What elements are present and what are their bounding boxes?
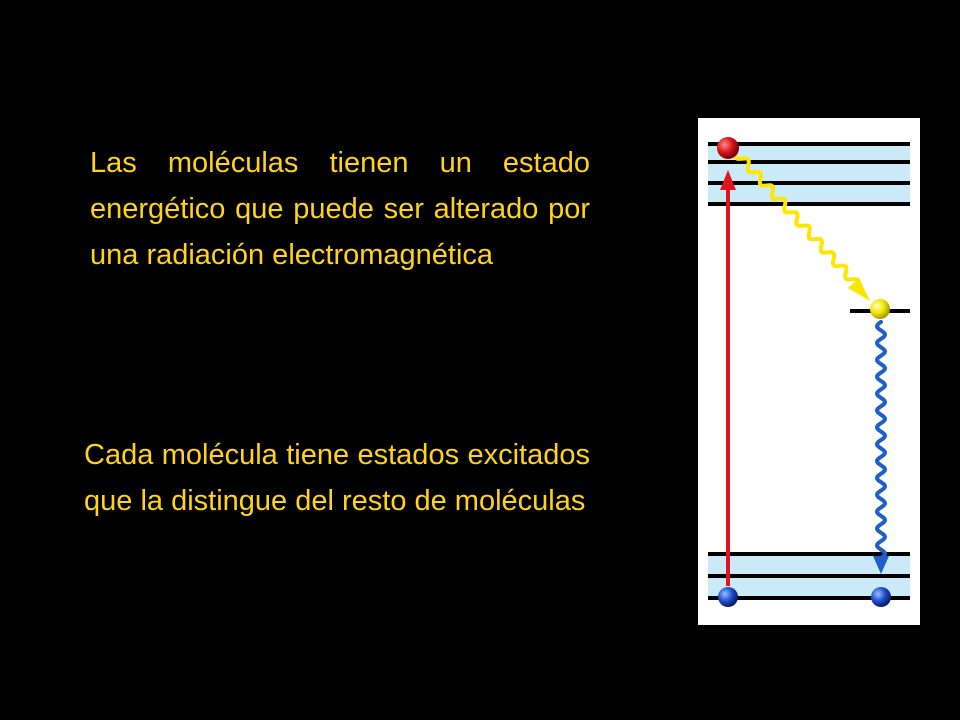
energy-level-svg	[698, 118, 920, 625]
intermediate-electron	[870, 299, 890, 319]
intro-paragraph: Las moléculas tienen un estado energético que puede ser alterado por una radiación electromagnética	[90, 147, 590, 271]
relaxation-arrowhead	[848, 278, 870, 301]
ground-electron-left	[718, 587, 738, 607]
ground-electron-right	[871, 587, 891, 607]
excited-electron	[717, 137, 739, 159]
emission-wave	[877, 322, 885, 558]
excited-band	[708, 144, 910, 204]
excited-states-paragraph: Cada molécula tiene estados excitados que la distingue del resto de moléculas	[84, 439, 590, 517]
energy-level-diagram	[698, 118, 920, 625]
